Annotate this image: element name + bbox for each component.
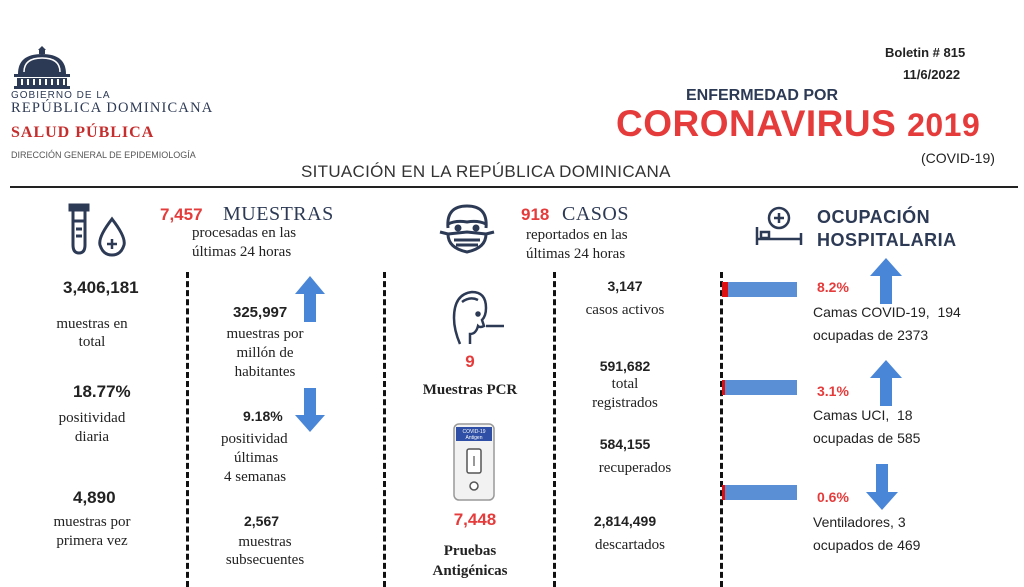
hospital-title2: HOSPITALARIA (817, 230, 957, 250)
icu-pct: 3.1% (817, 383, 849, 399)
total-cases-value: 591,682 (599, 358, 651, 374)
discarded-label: descartados (595, 537, 665, 553)
positivity-4w-label3: 4 semanas (224, 469, 287, 485)
subsequent-value: 2,567 (244, 513, 280, 529)
per-million-label1: muestras por (226, 326, 304, 342)
samples-daily-desc1: procesadas en las (192, 225, 297, 241)
beds-pct: 8.2% (817, 279, 849, 295)
vent-bar-fill (722, 485, 725, 500)
title-sub: (COVID-19) (921, 150, 995, 166)
vent-label1: Ventiladores, 3 (813, 514, 906, 530)
icu-bar-track (722, 380, 797, 395)
gov-line1: GOBIERNO DE LA (11, 90, 111, 101)
beds-label1: Camas COVID-19, 194 (813, 304, 961, 320)
cases-daily-title: CASOS (562, 203, 629, 225)
cases-daily-desc2: últimas 24 horas (526, 246, 626, 262)
antigen-label1: Pruebas (443, 543, 497, 559)
pcr-value: 9 (465, 352, 475, 371)
government-logo (10, 44, 74, 90)
positivity-label2: diaria (74, 429, 110, 445)
header-divider (10, 186, 1018, 188)
pcr-swab-icon (440, 286, 506, 351)
arrow-down-icon (866, 464, 898, 515)
page-subtitle: SITUACIÓN EN LA REPÚBLICA DOMINICANA (301, 162, 671, 181)
recovered-label: recuperados (598, 460, 672, 476)
svg-text:COVID-19: COVID-19 (462, 429, 486, 435)
first-time-label2: primera vez (56, 533, 128, 549)
title-small: ENFERMEDAD POR (686, 87, 839, 104)
per-million-label2: millón de (236, 345, 294, 361)
icu-label2: ocupadas de 585 (813, 430, 921, 446)
icu-label1: Camas UCI, 18 (813, 407, 913, 423)
title-main (616, 103, 980, 145)
agency-name: SALUD PÚBLICA (11, 124, 155, 141)
arrow-up-icon (870, 258, 902, 309)
discarded-value: 2,814,499 (593, 513, 657, 529)
subsequent-label2: subsecuentes (225, 552, 305, 568)
samples-daily-value: 7,457 (160, 205, 203, 224)
divider-4 (720, 272, 723, 587)
positivity-4w-label1: positividad (221, 431, 288, 447)
samples-total-label1: muestras en (56, 316, 128, 332)
divider-2 (383, 272, 386, 587)
positivity-value: 18.77% (73, 382, 131, 401)
pcr-label: Muestras PCR (422, 382, 518, 398)
gov-line2: REPÚBLICA DOMINICANA (11, 100, 214, 116)
active-cases-label: casos activos (585, 302, 665, 318)
antigen-value: 7,448 (453, 510, 497, 529)
positivity-4w-label2: últimas (234, 450, 279, 466)
samples-total-value: 3,406,181 (63, 278, 139, 297)
total-cases-label1: total (611, 376, 639, 392)
test-tube-icon (64, 201, 130, 257)
bulletin-number: Boletin # 815 (885, 45, 966, 60)
vent-pct: 0.6% (817, 489, 849, 505)
arrow-down-icon (295, 388, 325, 437)
samples-daily-title: MUESTRAS (223, 203, 334, 225)
recovered-value: 584,155 (599, 436, 651, 452)
antigen-label2: Antigénicas (432, 563, 508, 579)
beds-label2: ocupadas de 2373 (813, 327, 929, 343)
svg-text:Antigen: Antigen (465, 435, 483, 441)
divider-1 (186, 272, 189, 587)
icu-bar-fill (722, 380, 725, 395)
positivity-label1: positividad (58, 410, 126, 426)
subsequent-label1: muestras (238, 534, 292, 550)
per-million-value: 325,997 (233, 304, 288, 321)
vent-bar-track (722, 485, 797, 500)
positivity-4w-value: 9.18% (243, 408, 283, 424)
arrow-up-icon (870, 360, 902, 411)
vent-label2: ocupados de 469 (813, 537, 921, 553)
samples-daily-desc2: últimas 24 horas (192, 244, 292, 260)
beds-bar-fill (722, 282, 728, 297)
cases-daily-value: 918 (521, 205, 550, 224)
divider-3 (553, 272, 556, 587)
per-million-label3: habitantes (234, 364, 296, 380)
title-year: 2019 (907, 107, 981, 143)
bulletin-date: 11/6/2022 (903, 67, 961, 82)
first-time-label1: muestras por (53, 514, 131, 530)
total-cases-label2: registrados (592, 395, 658, 411)
title-main-text: CORONAVIRUS (616, 103, 897, 144)
antigen-test-icon (452, 422, 496, 507)
hospital-title1: OCUPACIÓN (817, 207, 931, 227)
active-cases-value: 3,147 (607, 278, 643, 294)
hospital-bed-icon (754, 205, 804, 252)
cases-daily-desc1: reportados en las (526, 227, 628, 243)
beds-bar-track (722, 282, 797, 297)
masked-face-icon (436, 200, 498, 267)
arrow-up-icon (295, 276, 325, 327)
department-name: DIRECCIÓN GENERAL DE EPIDEMIOLOGÍA (11, 150, 196, 160)
samples-total-label2: total (78, 334, 106, 350)
first-time-value: 4,890 (73, 488, 116, 507)
